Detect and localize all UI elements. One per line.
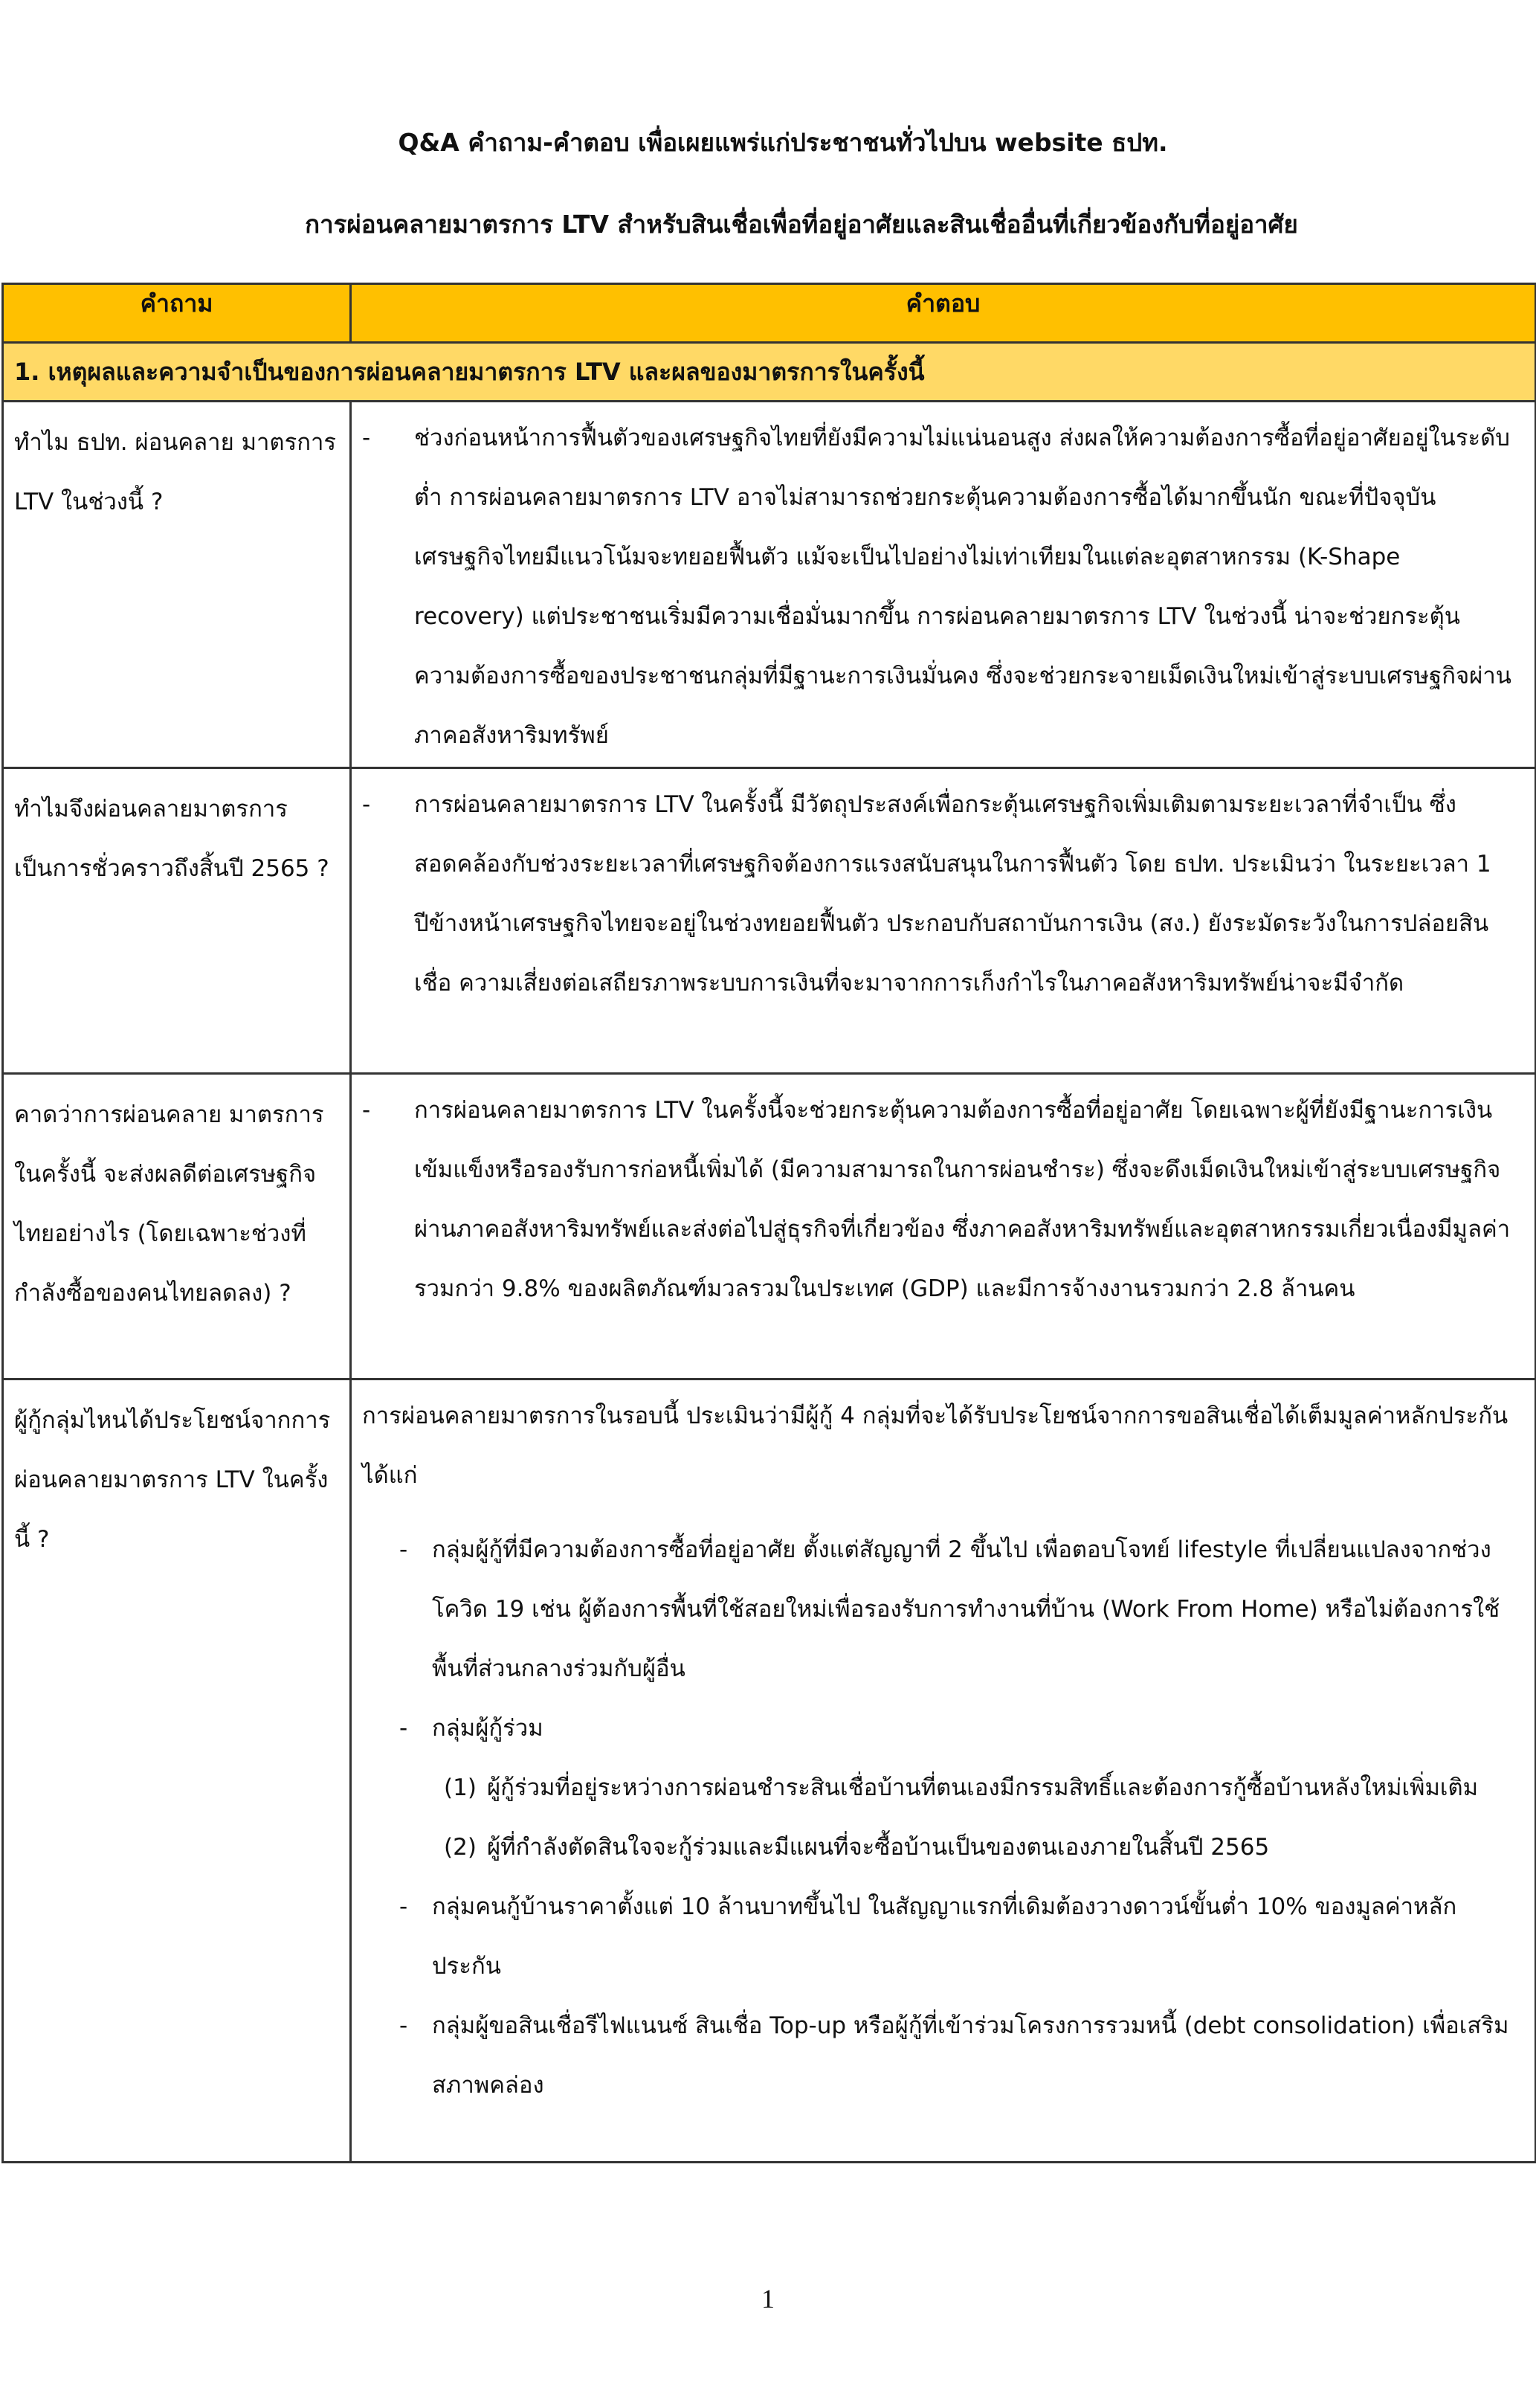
answer-cell bbox=[352, 769, 1535, 1013]
sub-item-text: ผู้กู้ร่วมที่อยู่ระหว่างการผ่อนชำระสินเชื่อบ้านที่ตนเองมีกรรมสิทธิ์และต้องการกู้ซื้อบ้านหลังใหม่เพิ่มเติม bbox=[487, 1774, 1479, 1801]
sub-item-text: ผู้ที่กำลังตัดสินใจจะกู้ร่วมและมีแผนที่จะซื้อบ้านเป็นของตนเองภายในสิ้นปี 2565 bbox=[487, 1834, 1270, 1861]
table-row bbox=[3, 1380, 1536, 2163]
group-text: กลุ่มคนกู้บ้านราคาตั้งแต่ 10 ล้านบาทขึ้นไป ในสัญญาแรกที่เดิมต้องวางดาวน์ขั้นต่ำ 10% ของมูลค่าหลักประกัน bbox=[432, 1893, 1457, 1980]
table-row bbox=[3, 1074, 1536, 1380]
answer-text: การผ่อนคลายมาตรการ LTV ในครั้งนี้จะช่วยกระตุ้นความต้องการซื้อที่อยู่อาศัย โดยเฉพาะผู้ที่ยังมีฐานะการเงินเข้มแข็งหรือรองรับการก่อหนี้เพิ่มได้ (มีความสามารถในการผ่อนชำระ) ซึ่งจะดึงเม็ดเงินใหม่เข้าสู่ระบบเศรษฐกิจผ่านภาคอสังหาริมทรัพย์และส่งต่อไปสู่ธุรกิจที่เกี่ยวข้อง ซึ่งภาคอสังหาริมทรัพย์และอุตสาหกรรมเกี่ยวเนื่องมีมูลค่ารวมกว่า 9.8% ของผลิตภัณฑ์มวลรวมในประเทศ (GDP) และมีการจ้างงานรวมกว่า 2.8 ล้านคน bbox=[414, 1097, 1511, 1302]
group-text: กลุ่มผู้ขอสินเชื่อรีไฟแนนซ์ สินเชื่อ Top-up หรือผู้กู้ที่เข้าร่วมโครงการรวมหนี้ (debt consolidation) เพื่อเสริมสภาพคล่อง bbox=[432, 2012, 1509, 2099]
document-title: Q&A คำถาม-คำตอบ เพื่อเผยแพร่แก่ประชาชนทั่วไปบน website ธปท. bbox=[398, 128, 1168, 157]
answer-intro: การผ่อนคลายมาตรการในรอบนี้ ประเมินว่ามีผู้กู้ 4 กลุ่มที่จะได้รับประโยชน์จากการขอสินเชื่อได้เต็มมูลค่าหลักประกัน ได้แก่ bbox=[362, 1403, 1508, 1489]
dash-bullet: - bbox=[399, 1893, 408, 1920]
answer-text: การผ่อนคลายมาตรการ LTV ในครั้งนี้ มีวัตถุประสงค์เพื่อกระตุ้นเศรษฐกิจเพิ่มเติมตามระยะเวลาที่จำเป็น ซึ่งสอดคล้องกับช่วงระยะเวลาที่เศรษฐกิจต้องการแรงสนับสนุนในการฟื้นตัว โดย ธปท. ประเมินว่า ในระยะเวลา 1 ปีข้างหน้าเศรษฐกิจไทยจะอยู่ในช่วงทยอยฟื้นตัว ประกอบกับสถาบันการเงิน (สง.) ยังระมัดระวังในการปล่อยสินเชื่อ ความเสี่ยงต่อเสถียรภาพระบบการเงินที่จะมาจากการเก็งกำไรในภาคอสังหาริมทรัพย์น่าจะมีจำกัด bbox=[414, 791, 1491, 997]
group-text: กลุ่มผู้กู้ร่วม bbox=[432, 1715, 543, 1742]
section-title: 1. เหตุผลและความจำเป็นของการผ่อนคลายมาตรการ LTV และผลของมาตรการในครั้งนี้ bbox=[3, 343, 1536, 402]
table-header-row bbox=[3, 284, 1536, 343]
sub-item-label: (1) bbox=[444, 1774, 477, 1801]
dash-bullet: - bbox=[399, 1715, 408, 1742]
answer-text: ช่วงก่อนหน้าการฟื้นตัวของเศรษฐกิจไทยที่ยังมีความไม่แน่นอนสูง ส่งผลให้ความต้องการซื้อที่อยู่อาศัยอยู่ในระดับต่ำ การผ่อนคลายมาตรการ LTV อาจไม่สามารถช่วยกระตุ้นความต้องการซื้อได้มากขึ้นนัก ขณะที่ปัจจุบันเศรษฐกิจไทยมีแนวโน้มจะทยอยฟื้นตัว แม้จะเป็นไปอย่างไม่เท่าเทียมในแต่ละอุตสาหกรรม (K-Shape recovery) แต่ประชาชนเริ่มมีความเชื่อมั่นมากขึ้น การผ่อนคลายมาตรการ LTV ในช่วงนี้ น่าจะช่วยกระตุ้นความต้องการซื้อของประชาชนกลุ่มที่มีฐานะการเงินมั่นคง ซึ่งจะช่วยกระจายเม็ดเงินใหม่เข้าสู่ระบบเศรษฐกิจผ่านภาคอสังหาริมทรัพย์ bbox=[414, 425, 1511, 749]
dash-bullet: - bbox=[399, 2012, 408, 2039]
page-number: 1 bbox=[761, 2284, 775, 2314]
column-header-answer: คำตอบ bbox=[351, 284, 1536, 343]
beneficiary-group bbox=[362, 1877, 1512, 1996]
table-row bbox=[3, 402, 1536, 768]
answer-cell bbox=[352, 1075, 1535, 1319]
answer-cell bbox=[352, 402, 1535, 765]
answer-cell bbox=[352, 1380, 1535, 2115]
beneficiary-group bbox=[362, 1996, 1512, 2115]
column-header-question: คำถาม bbox=[3, 284, 351, 343]
qa-table bbox=[1, 283, 1536, 2163]
sub-item bbox=[362, 1758, 1512, 1818]
section-header-row bbox=[3, 343, 1536, 402]
question-cell: คาดว่าการผ่อนคลาย มาตรการในครั้งนี้ จะส่งผลดีต่อเศรษฐกิจไทยอย่างไร (โดยเฉพาะช่วงที่กำลังซื้อของคนไทยลดลง) ? bbox=[14, 1101, 324, 1307]
sub-item-label: (2) bbox=[444, 1834, 477, 1861]
dash-bullet: - bbox=[399, 1536, 408, 1563]
question-cell: ทำไม ธปท. ผ่อนคลาย มาตรการ LTV ในช่วงนี้ ? bbox=[14, 429, 337, 515]
document-subtitle: การผ่อนคลายมาตรการ LTV สำหรับสินเชื่อเพื่อที่อยู่อาศัยและสินเชื่ออื่นที่เกี่ยวข้องกับที่อยู่อาศัย bbox=[305, 210, 1298, 239]
question-cell: ผู้กู้กลุ่มไหนได้ประโยชน์จากการผ่อนคลายมาตรการ LTV ในครั้งนี้ ? bbox=[14, 1407, 331, 1553]
dash-bullet: - bbox=[362, 1097, 371, 1124]
dash-bullet: - bbox=[362, 791, 371, 818]
question-cell: ทำไมจึงผ่อนคลายมาตรการเป็นการชั่วคราวถึงสิ้นปี 2565 ? bbox=[14, 796, 329, 882]
table-row bbox=[3, 768, 1536, 1074]
sub-item bbox=[362, 1818, 1512, 1877]
group-text: กลุ่มผู้กู้ที่มีความต้องการซื้อที่อยู่อาศัย ตั้งแต่สัญญาที่ 2 ขึ้นไป เพื่อตอบโจทย์ lifestyle ที่เปลี่ยนแปลงจากช่วงโควิด 19 เช่น ผู้ต้องการพื้นที่ใช้สอยใหม่เพื่อรองรับการทำงานที่บ้าน (Work From Home) หรือไม่ต้องการใช้พื้นที่ส่วนกลางร่วมกับผู้อื่น bbox=[432, 1536, 1500, 1682]
beneficiary-group bbox=[362, 1520, 1512, 1699]
beneficiary-group bbox=[362, 1699, 1512, 1758]
dash-bullet: - bbox=[362, 425, 371, 451]
